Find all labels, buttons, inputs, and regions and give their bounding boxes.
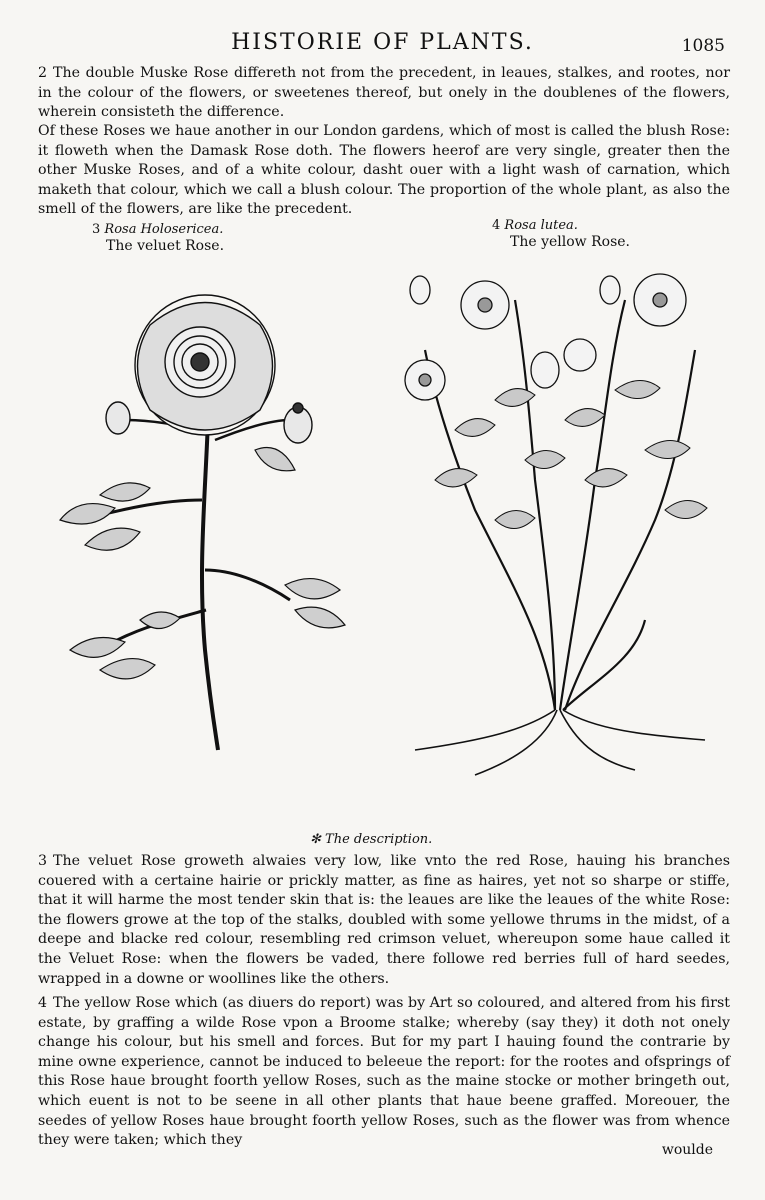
running-head: HISTORIE OF PLANTS. [231,30,534,55]
paragraph-text: The yellow Rose which (as diuers do report) was by Art so coloured, and altered from his first estate, by graffing a wilde Rose vpon a Broome stalke; whereby (say they) it doth not onely change his colour, but his smell and forces. But for my part I hauing found the contrarie by mine owne experience, cannot be induced to beleeue the report: for the rootes and ofsprings of this Rose haue brought foorth yellow Roses, such as the maine stocke or mother bringeth out, which euent is not to be seene in all other plants that haue beene graffed. Moreouer, the seedes of yellow Roses haue brought foorth yellow Roses, such as the flower was from whence they were taken; which they [38,995,730,1149]
velvet-rose-woodcut [40,270,370,790]
paragraph-4 [38,994,730,1151]
figure-latin-name: Rosa Holosericea. [104,222,224,237]
page-number: 1085 [681,36,725,56]
paragraph-number: 4 [38,995,48,1011]
figure-4-caption [492,218,630,250]
figure-3-caption [92,222,224,254]
paragraph-blush-rose [38,122,730,220]
paragraph-number: 3 [38,853,48,869]
section-heading: ✻ The description. [310,832,433,847]
paragraph-number: 2 [38,65,48,81]
yellow-rose-woodcut [395,260,725,780]
paragraph-2 [38,64,730,123]
paragraph-3 [38,852,730,989]
figure-english-name: The yellow Rose. [510,234,630,250]
paragraph-text: The double Muske Rose differeth not from the precedent, in leaues, stalkes, and rootes, nor in the colour of the flowers, or sweetenes thereof, but onely in the doublenes of the flowers, wherein consisteth the difference. [38,65,730,121]
catchword: woulde [661,1142,713,1158]
paragraph-text: Of these Roses we haue another in our London gardens, which of most is called the blush Rose: it floweth when the Damask Rose doth. The flowers heerof are very single, greater then the other Muske Roses, and of a white colour, dasht ouer with a light wash of carnation, which maketh that colour, which we call a blush colour. The proportion of the whole plant, as also the smell of the flowers, are like the precedent. [38,123,730,218]
paragraph-text: The veluet Rose groweth alwaies very low, like vnto the red Rose, hauing his branches couered with a certaine hairie or prickly matter, as fine as haires, yet not so sharpe or stiffe, that it will harme the most tender skin that is: the leaues are like the leaues of the white Rose: the flowers growe at the top of the stalks, doubled with some yellowe thrums in the midst, of a deepe and blacke red colour, resembling red crimson veluet, whereupon some haue called it the Veluet Rose: when the flowers be vaded, there followe red berries full of hard seedes, wrapped in a downe or woollines like the others. [38,853,730,987]
figure-latin-name: Rosa lutea. [504,218,578,233]
figure-english-name: The veluet Rose. [106,238,225,254]
figure-number: 3 [92,222,101,237]
figure-number: 4 [492,218,501,233]
